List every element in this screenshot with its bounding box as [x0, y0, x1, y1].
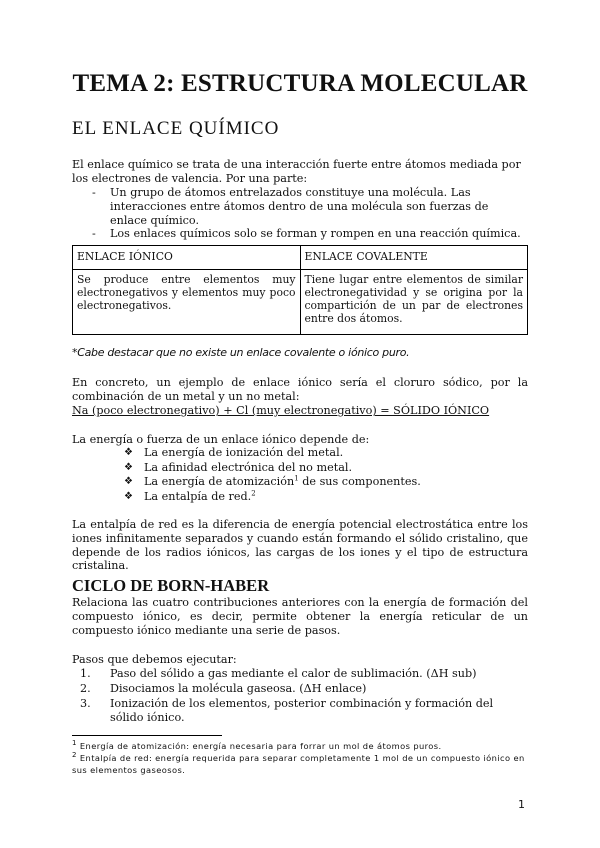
list-item-text: La afinidad electrónica del no metal. — [144, 460, 353, 474]
step-text: Disociamos la molécula gaseosa. (ΔH enlace) — [110, 681, 367, 695]
table-cell-ionico: Se produce entre elementos muy electronegativos y elementos muy poco electronegativos. — [73, 270, 301, 335]
step-number: 1. — [80, 667, 91, 680]
energy-intro: La energía o fuerza de un enlace iónico depende de: — [72, 433, 370, 446]
footnote-ref: 2 — [251, 489, 256, 498]
list-item — [80, 667, 528, 682]
step-number: 3. — [80, 696, 91, 710]
diamond-bullet-icon: ❖ — [124, 461, 133, 473]
energy-factor-list — [124, 446, 421, 504]
section-heading-born-haber: CICLO DE BORN-HABER — [72, 576, 270, 595]
steps-list — [80, 667, 528, 726]
list-item-text: La energía de ionización del metal. — [144, 446, 344, 459]
footnote-ref: 1 — [294, 474, 299, 483]
footnote-1 — [72, 740, 528, 752]
list-item — [80, 682, 528, 697]
bond-comparison-table — [72, 245, 528, 335]
table-cell-covalente: Tiene lugar entre elementos de similar electronegatividad y se origina por la compartición de un par de electrones entre dos átomos. — [300, 270, 528, 335]
born-haber-paragraph: Relaciona las cuatro contribuciones anteriores con la energía de formación del compuesto iónico, es decir, permite obtener la energía reticular de un compuesto iónico mediante una serie de pasos. — [72, 596, 528, 637]
table-row — [73, 246, 528, 270]
footnote-2 — [72, 752, 528, 776]
example-equation: Na (poco electronegativo) + Cl (muy electronegativo) = SÓLIDO IÓNICO — [72, 404, 490, 417]
footnote-text: Energía de atomización: energía necesaria para forrar un mol de átomos puros. — [76, 741, 442, 751]
footnote-separator — [72, 735, 222, 736]
list-item — [124, 475, 421, 490]
footnote-mark: 2 — [72, 751, 77, 760]
page-number: 1 — [518, 798, 525, 811]
lattice-paragraph: La entalpía de red es la diferencia de energía potencial electrostática entre los iones infinitamente separados y cuando están formando el sólido cristalino, que depende de los radios iónicos, las cargas de los iones y el tipo de estructura cristalina. — [72, 518, 528, 573]
table-row — [73, 270, 528, 335]
list-item: - Los enlaces químicos solo se forman y rompen en una reacción química. — [88, 227, 528, 241]
table-header-ionico: ENLACE IÓNICO — [73, 246, 301, 270]
example-paragraph: En concreto, un ejemplo de enlace iónico sería el cloruro sódico, por la combinación de un metal y un no metal: — [72, 376, 528, 403]
list-item-text: La entalpía de red. — [144, 489, 252, 503]
step-number: 2. — [80, 681, 91, 695]
table-header-covalente: ENLACE COVALENTE — [300, 246, 528, 270]
list-item — [124, 446, 421, 461]
list-item-text: La energía de atomización — [144, 475, 295, 489]
list-item — [124, 490, 421, 505]
footnote-mark: 1 — [72, 739, 77, 748]
intro-paragraph: El enlace químico se trata de una interacción fuerte entre átomos mediada por los electrones de valencia. Por una parte: — [72, 158, 521, 185]
diamond-bullet-icon: ❖ — [124, 447, 133, 458]
list-item-text: de sus componentes. — [298, 475, 421, 489]
list-item — [80, 697, 528, 727]
section-heading-enlace-quimico: EL ENLACE QUÍMICO — [72, 118, 280, 139]
diamond-bullet-icon: ❖ — [124, 476, 133, 488]
intro-bullet-list — [88, 186, 528, 241]
page-title: TEMA 2: ESTRUCTURA MOLECULAR — [72, 70, 528, 97]
footnote-text: Entalpía de red: energía requerida para separar completamente 1 mol de un compuesto iónico en sus elementos gaseosos. — [72, 753, 525, 775]
step-text: Ionización de los elementos, posterior combinación y formación del sólido iónico. — [110, 696, 494, 725]
diamond-bullet-icon: ❖ — [124, 490, 133, 502]
list-item — [124, 461, 421, 476]
list-item: - Un grupo de átomos entrelazados constituye una molécula. Las interacciones entre átomos dentro de una molécula son fuerzas de enlace químico. — [88, 186, 528, 227]
step-text: Paso del sólido a gas mediante el calor de sublimación. (ΔH sub) — [110, 667, 477, 680]
note-text: *Cabe destacar que no existe un enlace covalente o iónico puro. — [72, 346, 410, 359]
steps-intro: Pasos que debemos ejecutar: — [72, 653, 237, 666]
